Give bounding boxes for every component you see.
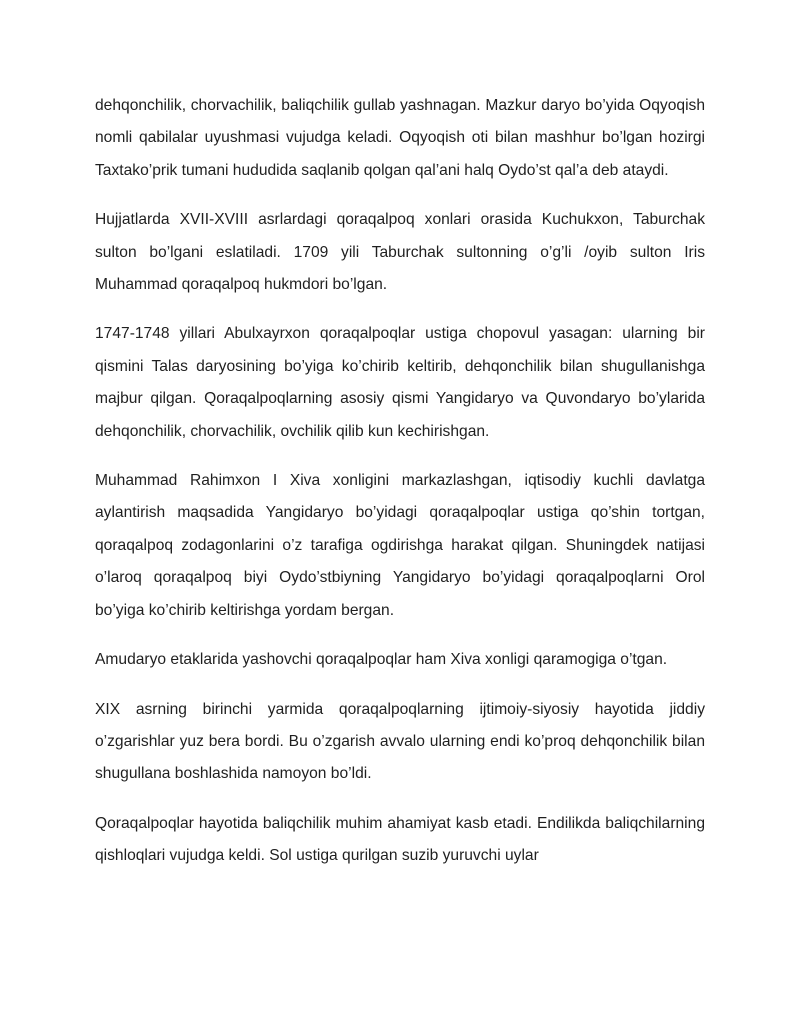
document-page <box>95 90 705 890</box>
paragraph: Amudaryo etaklarida yashovchi qoraqalpoqlar ham Xiva xonligi qaramogiga o’tgan. <box>95 651 668 669</box>
paragraph: dehqonchilik, chorvachilik, baliqchilik gullab yashnagan. Mazkur daryo bo’yida Oqyoqish nomli qabilalar uyushmasi vujudga keladi. Oqyoqish oti bilan mashhur bo’lgan hozirgi Taxtako’prik tumani hududida saqlanib qolgan qal’ani halq Oydo’st qal’a deb ataydi. <box>95 97 705 179</box>
paragraph: 1747-1748 yillari Abulxayrxon qoraqalpoqlar ustiga chopovul yasagan: ularning bir qismini Talas daryosining bo’yiga ko’chirib keltirib, dehqonchilik bilan shugullanishga majbur qilgan. Qoraqalpoqlarning asosiy qismi Yangidaryo va Quvondaryo bo’ylarida dehqonchilik, chorvachilik, ovchilik qilib kun kechirishgan. <box>95 325 705 440</box>
paragraph: XIX asrning birinchi yarmida qoraqalpoqlarning ijtimoiy-siyosiy hayotida jiddiy o’zgarishlar yuz bera bordi. Bu o’zgarish avvalo ularning endi ko’proq dehqonchilik bilan shugullana boshlashida namoyon bo’ldi. <box>95 700 705 783</box>
paragraph: Hujjatlarda XVII-XVIII asrlardagi qoraqalpoq xonlari orasida Kuchukxon, Taburchak sulton bo’lgani eslatiladi. 1709 yili Taburchak sultonning o’g’li /oyib sulton Iris Muhammad qoraqalpoq hukmdori bo’lgan. <box>95 211 705 294</box>
paragraph: Qoraqalpoqlar hayotida baliqchilik muhim ahamiyat kasb etadi. Endilikda baliqchilarning qishloqlari vujudga keldi. Sol ustiga qurilgan suzib yuruvchi uylar <box>95 814 705 865</box>
paragraph: Muhammad Rahimxon I Xiva xonligini markazlashgan, iqtisodiy kuchli davlatga aylantirish maqsadida Yangidaryo bo’yidagi qoraqalpoqlar ustiga qo’shin tortgan, qoraqalpoq zodagonlarini o’z tarafiga ogdirishga harakat qilgan. Shuningdek natijasi o’laroq qoraqalpoq biyi Oydo’stbiyning Yangidaryo bo’yidagi qoraqalpoqlarni Orol bo’yiga ko’chirib keltirishga yordam bergan. <box>95 472 705 619</box>
